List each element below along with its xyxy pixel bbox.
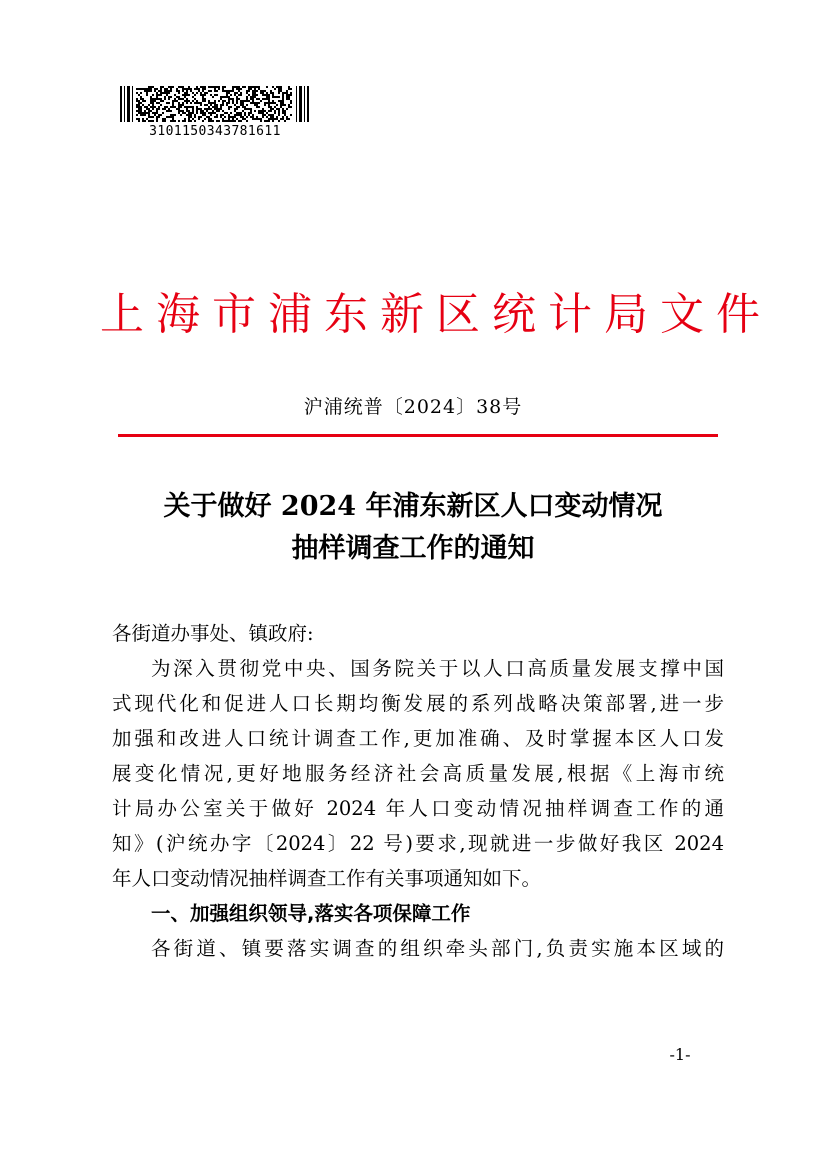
section-1-heading: 一、加强组织领导,落实各项保障工作 bbox=[151, 902, 471, 925]
paragraph-1-line: 加强和改进人口统计调查工作,更加准确、及时掌握本区人口发 bbox=[112, 727, 724, 750]
notice-title-line-1: 关于做好 2024 年浦东新区人口变动情况 bbox=[163, 491, 663, 522]
barcode-number: 3101150343781611 bbox=[149, 124, 281, 139]
paragraph-2 bbox=[112, 931, 724, 966]
paragraph-1-line: 知》(沪统办字〔2024〕22 号)要求,现就进一步做好我区 2024 bbox=[112, 832, 724, 855]
page-number: -1- bbox=[669, 1045, 691, 1064]
salutation: 各街道办事处、镇政府: bbox=[112, 622, 314, 645]
barcode bbox=[120, 86, 310, 122]
paragraph-1-line: 年人口变动情况抽样调查工作有关事项通知如下。 bbox=[112, 867, 542, 890]
notice-title bbox=[100, 486, 726, 570]
paragraph-1-line: 计局办公室关于做好 2024 年人口变动情况抽样调查工作的通 bbox=[112, 797, 724, 820]
red-divider-line bbox=[118, 434, 718, 437]
paragraph-1-line: 式现代化和促进人口长期均衡发展的系列战略决策部署,进一步 bbox=[112, 692, 724, 715]
document-header-title: 上海市浦东新区统计局文件 bbox=[100, 289, 772, 340]
notice-title-line-2: 抽样调查工作的通知 bbox=[291, 533, 535, 564]
paragraph-1-line: 为深入贯彻党中央、国务院关于以人口高质量发展支撑中国 bbox=[151, 657, 724, 680]
paragraph-1-line: 展变化情况,更好地服务经济社会高质量发展,根据《上海市统 bbox=[112, 762, 724, 785]
document-body bbox=[112, 616, 724, 966]
paragraph-2-line: 各街道、镇要落实调查的组织牵头部门,负责实施本区域的 bbox=[151, 937, 724, 960]
paragraph-1 bbox=[112, 651, 724, 896]
barcode-graphic bbox=[120, 86, 310, 122]
document-number: 沪浦统普〔2024〕38号 bbox=[303, 396, 523, 418]
